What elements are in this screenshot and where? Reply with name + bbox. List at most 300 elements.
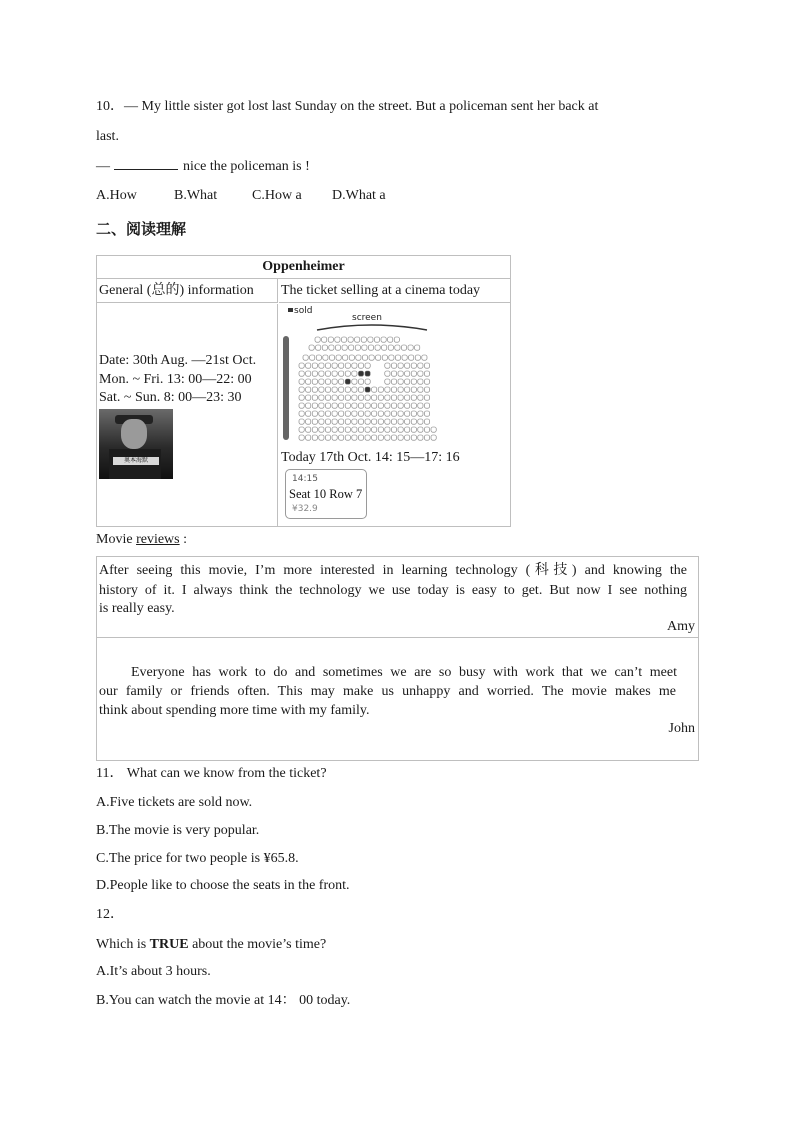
seat[interactable] <box>398 387 403 392</box>
seat[interactable] <box>339 379 344 384</box>
reviews-label-suffix: : <box>179 532 187 547</box>
seat[interactable] <box>398 395 403 400</box>
q10-option-b[interactable]: B.What <box>174 188 218 203</box>
seat[interactable] <box>339 403 344 408</box>
q11-option-d[interactable]: D.People like to choose the seats in the front. <box>96 878 350 893</box>
seat[interactable] <box>385 403 390 408</box>
seat[interactable] <box>306 379 311 384</box>
seat[interactable] <box>332 379 337 384</box>
seat[interactable] <box>389 355 394 360</box>
seat[interactable] <box>299 363 304 368</box>
seat[interactable] <box>378 387 383 392</box>
seat[interactable] <box>325 387 330 392</box>
seat[interactable] <box>415 345 420 350</box>
seat[interactable] <box>352 435 357 440</box>
reviews-label-prefix: Movie <box>96 532 137 547</box>
seat[interactable] <box>306 419 311 424</box>
seat[interactable] <box>378 411 383 416</box>
seat[interactable] <box>329 355 334 360</box>
seat[interactable] <box>312 403 317 408</box>
seat[interactable] <box>345 363 350 368</box>
seat[interactable] <box>299 395 304 400</box>
seat[interactable] <box>332 395 337 400</box>
seat[interactable] <box>319 363 324 368</box>
section-title: 二、阅读理解 <box>96 220 187 238</box>
seat[interactable] <box>372 387 377 392</box>
seat[interactable] <box>411 411 416 416</box>
seat[interactable] <box>319 419 324 424</box>
q10-line1: 10．— My little sister got lost last Sunday on the street. But a policeman sent her back at <box>96 99 599 114</box>
seat[interactable] <box>424 371 429 376</box>
seat[interactable] <box>310 355 315 360</box>
seat[interactable] <box>319 403 324 408</box>
seat[interactable] <box>418 363 423 368</box>
seat[interactable] <box>319 379 324 384</box>
seat[interactable] <box>376 355 381 360</box>
seat[interactable] <box>315 337 320 342</box>
row-scrollbar[interactable] <box>283 336 289 440</box>
seat[interactable] <box>306 371 311 376</box>
seat[interactable] <box>325 403 330 408</box>
seat[interactable] <box>408 345 413 350</box>
seat[interactable] <box>336 355 341 360</box>
seat[interactable] <box>325 371 330 376</box>
seat[interactable] <box>385 395 390 400</box>
seat[interactable] <box>332 419 337 424</box>
movie-title: Oppenheimer <box>97 256 510 279</box>
seat[interactable] <box>365 411 370 416</box>
seat[interactable] <box>424 395 429 400</box>
seat[interactable] <box>418 379 423 384</box>
seat[interactable] <box>306 363 311 368</box>
sold-seat[interactable] <box>365 387 370 392</box>
seat[interactable] <box>345 435 350 440</box>
seat[interactable] <box>319 427 324 432</box>
review-john <box>97 638 698 760</box>
general-info-cell <box>97 304 278 526</box>
reviews-label-word: reviews <box>136 532 180 547</box>
seat[interactable] <box>339 427 344 432</box>
sold-seat[interactable] <box>365 371 370 376</box>
seat[interactable] <box>312 371 317 376</box>
sold-seat[interactable] <box>358 371 363 376</box>
ticket-selling-header: The ticket selling at a cinema today <box>279 279 510 303</box>
ticket-price: ¥32.9 <box>292 504 318 514</box>
weekend-hours: Sat. ~ Sun. 8: 00—23: 30 <box>99 390 242 405</box>
general-info-header: General (总的) information <box>97 279 278 303</box>
seat[interactable] <box>415 355 420 360</box>
review-line: our family or friends often. This may make us unhappy and worried. The movie makes me <box>99 684 676 699</box>
q12-stem <box>96 936 326 954</box>
seat[interactable] <box>372 427 377 432</box>
seat[interactable] <box>365 419 370 424</box>
reviews-label <box>96 531 187 549</box>
q10-options <box>96 187 386 205</box>
seat[interactable] <box>391 371 396 376</box>
seat[interactable] <box>342 345 347 350</box>
seat[interactable] <box>398 363 403 368</box>
seat[interactable] <box>398 435 403 440</box>
q10-line3-suffix: nice the policeman is ! <box>183 159 310 174</box>
seat[interactable] <box>405 403 410 408</box>
q10-option-c[interactable]: C.How a <box>252 188 302 203</box>
q11-option-b[interactable]: B.The movie is very popular. <box>96 823 260 838</box>
seat[interactable] <box>319 411 324 416</box>
review-amy <box>97 557 698 638</box>
seat[interactable] <box>365 379 370 384</box>
seat[interactable] <box>319 395 324 400</box>
seat[interactable] <box>411 419 416 424</box>
seat[interactable] <box>335 345 340 350</box>
seat[interactable] <box>365 403 370 408</box>
seat[interactable] <box>362 345 367 350</box>
seat-map <box>279 304 510 446</box>
q11-stem: 11． What can we know from the ticket? <box>96 766 327 781</box>
seat[interactable] <box>418 371 423 376</box>
seat[interactable] <box>391 403 396 408</box>
seat[interactable] <box>339 395 344 400</box>
seat[interactable] <box>405 427 410 432</box>
seat[interactable] <box>422 355 427 360</box>
seat[interactable] <box>299 427 304 432</box>
seat[interactable] <box>345 419 350 424</box>
seat[interactable] <box>312 379 317 384</box>
seat[interactable] <box>362 355 367 360</box>
seat[interactable] <box>316 345 321 350</box>
reviewer-name: John <box>668 721 695 736</box>
seat[interactable] <box>312 419 317 424</box>
seat[interactable] <box>385 387 390 392</box>
seat[interactable] <box>352 387 357 392</box>
seat[interactable] <box>339 371 344 376</box>
seat[interactable] <box>405 387 410 392</box>
seat[interactable] <box>372 419 377 424</box>
seat[interactable] <box>306 403 311 408</box>
q12-number: 12． <box>96 907 124 922</box>
seat[interactable] <box>332 387 337 392</box>
seat[interactable] <box>405 379 410 384</box>
seat[interactable] <box>388 337 393 342</box>
seat[interactable] <box>372 411 377 416</box>
seat[interactable] <box>388 345 393 350</box>
seat[interactable] <box>358 395 363 400</box>
seat[interactable] <box>325 427 330 432</box>
q11-option-a[interactable]: A.Five tickets are sold now. <box>96 795 253 810</box>
seat[interactable] <box>299 379 304 384</box>
seat[interactable] <box>345 427 350 432</box>
seat[interactable] <box>332 403 337 408</box>
seat[interactable] <box>332 411 337 416</box>
seat[interactable] <box>345 371 350 376</box>
seat-grid[interactable] <box>299 337 436 440</box>
seat[interactable] <box>306 395 311 400</box>
today-showtime: Today 17th Oct. 14: 15—17: 16 <box>281 450 460 465</box>
seat[interactable] <box>375 345 380 350</box>
seat[interactable] <box>385 379 390 384</box>
seat[interactable] <box>309 345 314 350</box>
q12-option-b[interactable]: B.You can watch the movie at 14： 00 today. <box>96 993 351 1008</box>
seat[interactable] <box>312 387 317 392</box>
seat[interactable] <box>299 387 304 392</box>
seat[interactable] <box>391 411 396 416</box>
seat[interactable] <box>345 387 350 392</box>
seat[interactable] <box>405 411 410 416</box>
seat[interactable] <box>411 435 416 440</box>
seat[interactable] <box>398 419 403 424</box>
seat[interactable] <box>385 435 390 440</box>
seat[interactable] <box>325 379 330 384</box>
seat[interactable] <box>332 363 337 368</box>
q10-line3 <box>96 157 310 176</box>
seat[interactable] <box>378 395 383 400</box>
seat[interactable] <box>329 345 334 350</box>
seat[interactable] <box>339 387 344 392</box>
seat[interactable] <box>343 355 348 360</box>
seat[interactable] <box>365 363 370 368</box>
reviewer-name: Amy <box>667 619 695 634</box>
seat[interactable] <box>322 337 327 342</box>
seat[interactable] <box>325 363 330 368</box>
dash: — <box>96 159 110 174</box>
review-line: After seeing this movie, I’m more interested in learning technology (科技) and knowing the <box>99 563 687 578</box>
seat[interactable] <box>398 371 403 376</box>
seat[interactable] <box>418 435 423 440</box>
q12-option-a[interactable]: A.It’s about 3 hours. <box>96 964 211 979</box>
seat[interactable] <box>381 337 386 342</box>
seat[interactable] <box>391 419 396 424</box>
seat[interactable] <box>312 435 317 440</box>
seat[interactable] <box>306 411 311 416</box>
seat[interactable] <box>328 337 333 342</box>
seat[interactable] <box>358 403 363 408</box>
seat[interactable] <box>358 387 363 392</box>
seat[interactable] <box>339 363 344 368</box>
seat[interactable] <box>316 355 321 360</box>
seat[interactable] <box>385 419 390 424</box>
seat[interactable] <box>372 435 377 440</box>
seat[interactable] <box>418 403 423 408</box>
seat[interactable] <box>385 363 390 368</box>
seat[interactable] <box>402 355 407 360</box>
seat[interactable] <box>348 337 353 342</box>
seat[interactable] <box>391 387 396 392</box>
seat[interactable] <box>411 403 416 408</box>
seat[interactable] <box>299 411 304 416</box>
seat[interactable] <box>378 403 383 408</box>
seat[interactable] <box>356 355 361 360</box>
seat[interactable] <box>391 379 396 384</box>
sold-legend-label: sold <box>294 306 313 316</box>
seat[interactable] <box>391 427 396 432</box>
seat[interactable] <box>424 379 429 384</box>
seat[interactable] <box>345 403 350 408</box>
seat[interactable] <box>332 371 337 376</box>
seat[interactable] <box>411 363 416 368</box>
seat[interactable] <box>418 395 423 400</box>
seat[interactable] <box>361 337 366 342</box>
q10-line2: last. <box>96 129 119 144</box>
seat[interactable] <box>339 435 344 440</box>
seat[interactable] <box>325 435 330 440</box>
seat[interactable] <box>352 379 357 384</box>
seat[interactable] <box>352 363 357 368</box>
seat[interactable] <box>358 419 363 424</box>
seat[interactable] <box>411 395 416 400</box>
seat[interactable] <box>349 345 354 350</box>
sold-legend-icon <box>288 308 293 312</box>
seat[interactable] <box>411 387 416 392</box>
ticket-card[interactable] <box>285 469 367 519</box>
seat[interactable] <box>325 419 330 424</box>
seat[interactable] <box>424 419 429 424</box>
seat[interactable] <box>339 419 344 424</box>
seat[interactable] <box>339 411 344 416</box>
seat[interactable] <box>352 395 357 400</box>
seat[interactable] <box>345 395 350 400</box>
seat[interactable] <box>306 387 311 392</box>
seat[interactable] <box>378 435 383 440</box>
seat[interactable] <box>411 379 416 384</box>
ticket-time: 14:15 <box>292 474 318 484</box>
seat[interactable] <box>325 395 330 400</box>
seat[interactable] <box>424 387 429 392</box>
seat[interactable] <box>355 337 360 342</box>
seat[interactable] <box>352 403 357 408</box>
seat[interactable] <box>358 363 363 368</box>
seat[interactable] <box>299 403 304 408</box>
seat[interactable] <box>395 355 400 360</box>
seat[interactable] <box>299 435 304 440</box>
seat[interactable] <box>349 355 354 360</box>
seat[interactable] <box>391 435 396 440</box>
seat[interactable] <box>319 435 324 440</box>
seat[interactable] <box>405 395 410 400</box>
seat[interactable] <box>401 345 406 350</box>
seat[interactable] <box>374 337 379 342</box>
seat[interactable] <box>312 411 317 416</box>
seat[interactable] <box>303 355 308 360</box>
seat[interactable] <box>332 427 337 432</box>
seat[interactable] <box>385 411 390 416</box>
weekday-hours: Mon. ~ Fri. 13: 00—22: 00 <box>99 372 252 387</box>
seat[interactable] <box>382 355 387 360</box>
seat[interactable] <box>391 363 396 368</box>
seat[interactable] <box>424 363 429 368</box>
poster-face <box>121 419 147 449</box>
seat[interactable] <box>394 337 399 342</box>
seat[interactable] <box>325 411 330 416</box>
seat[interactable] <box>424 427 429 432</box>
seat[interactable] <box>358 427 363 432</box>
seat[interactable] <box>411 371 416 376</box>
seat[interactable] <box>418 427 423 432</box>
q12-stem-prefix: Which is <box>96 937 150 952</box>
seat[interactable] <box>345 411 350 416</box>
seat[interactable] <box>398 379 403 384</box>
seat[interactable] <box>352 411 357 416</box>
seat[interactable] <box>398 411 403 416</box>
seat[interactable] <box>424 411 429 416</box>
seat[interactable] <box>382 345 387 350</box>
seat[interactable] <box>391 395 396 400</box>
seat[interactable] <box>405 419 410 424</box>
seat[interactable] <box>431 435 436 440</box>
review-line: history of it. I always think the technology we use today is easy to get. But now I see nothing <box>99 583 687 598</box>
seat[interactable] <box>358 435 363 440</box>
seat[interactable] <box>385 427 390 432</box>
seat[interactable] <box>352 419 357 424</box>
q10-option-a[interactable]: A.How <box>96 188 137 203</box>
seat[interactable] <box>312 427 317 432</box>
seat[interactable] <box>424 403 429 408</box>
seat[interactable] <box>411 427 416 432</box>
movie-poster <box>99 409 173 479</box>
seat[interactable] <box>319 387 324 392</box>
date-range: Date: 30th Aug. —21st Oct. <box>99 353 257 368</box>
seat[interactable] <box>358 411 363 416</box>
seat[interactable] <box>332 435 337 440</box>
seat[interactable] <box>352 427 357 432</box>
seat[interactable] <box>341 337 346 342</box>
seat[interactable] <box>418 419 423 424</box>
seat[interactable] <box>398 427 403 432</box>
seat[interactable] <box>378 427 383 432</box>
seat[interactable] <box>372 403 377 408</box>
seat[interactable] <box>378 419 383 424</box>
seat[interactable] <box>418 411 423 416</box>
review-line: think about spending more time with my family. <box>99 703 370 718</box>
review-line: Everyone has work to do and sometimes we are so busy with work that we can’t meet <box>131 665 677 680</box>
ticket-selling-cell <box>279 304 510 526</box>
seat[interactable] <box>424 435 429 440</box>
answer-blank[interactable] <box>114 157 178 170</box>
seat[interactable] <box>405 363 410 368</box>
seat[interactable] <box>306 435 311 440</box>
seat[interactable] <box>431 427 436 432</box>
seat[interactable] <box>368 345 373 350</box>
seat[interactable] <box>365 395 370 400</box>
seat[interactable] <box>358 379 363 384</box>
seat[interactable] <box>405 435 410 440</box>
seat[interactable] <box>405 371 410 376</box>
seat[interactable] <box>398 403 403 408</box>
seat[interactable] <box>323 355 328 360</box>
reviews-box <box>96 556 699 761</box>
seat[interactable] <box>335 337 340 342</box>
seat[interactable] <box>395 345 400 350</box>
seat[interactable] <box>355 345 360 350</box>
seat[interactable] <box>312 363 317 368</box>
seat[interactable] <box>409 355 414 360</box>
seat[interactable] <box>352 371 357 376</box>
q11-option-c[interactable]: C.The price for two people is ¥65.8. <box>96 851 299 866</box>
seat[interactable] <box>372 395 377 400</box>
seat[interactable] <box>306 427 311 432</box>
seat[interactable] <box>299 371 304 376</box>
q10-option-d[interactable]: D.What a <box>332 188 386 203</box>
seat[interactable] <box>368 337 373 342</box>
seat[interactable] <box>319 371 324 376</box>
sold-seat[interactable] <box>345 379 350 384</box>
seat[interactable] <box>299 419 304 424</box>
seat[interactable] <box>418 387 423 392</box>
seat[interactable] <box>365 435 370 440</box>
seat[interactable] <box>385 371 390 376</box>
seat[interactable] <box>312 395 317 400</box>
seat[interactable] <box>369 355 374 360</box>
seat[interactable] <box>322 345 327 350</box>
seat[interactable] <box>365 427 370 432</box>
